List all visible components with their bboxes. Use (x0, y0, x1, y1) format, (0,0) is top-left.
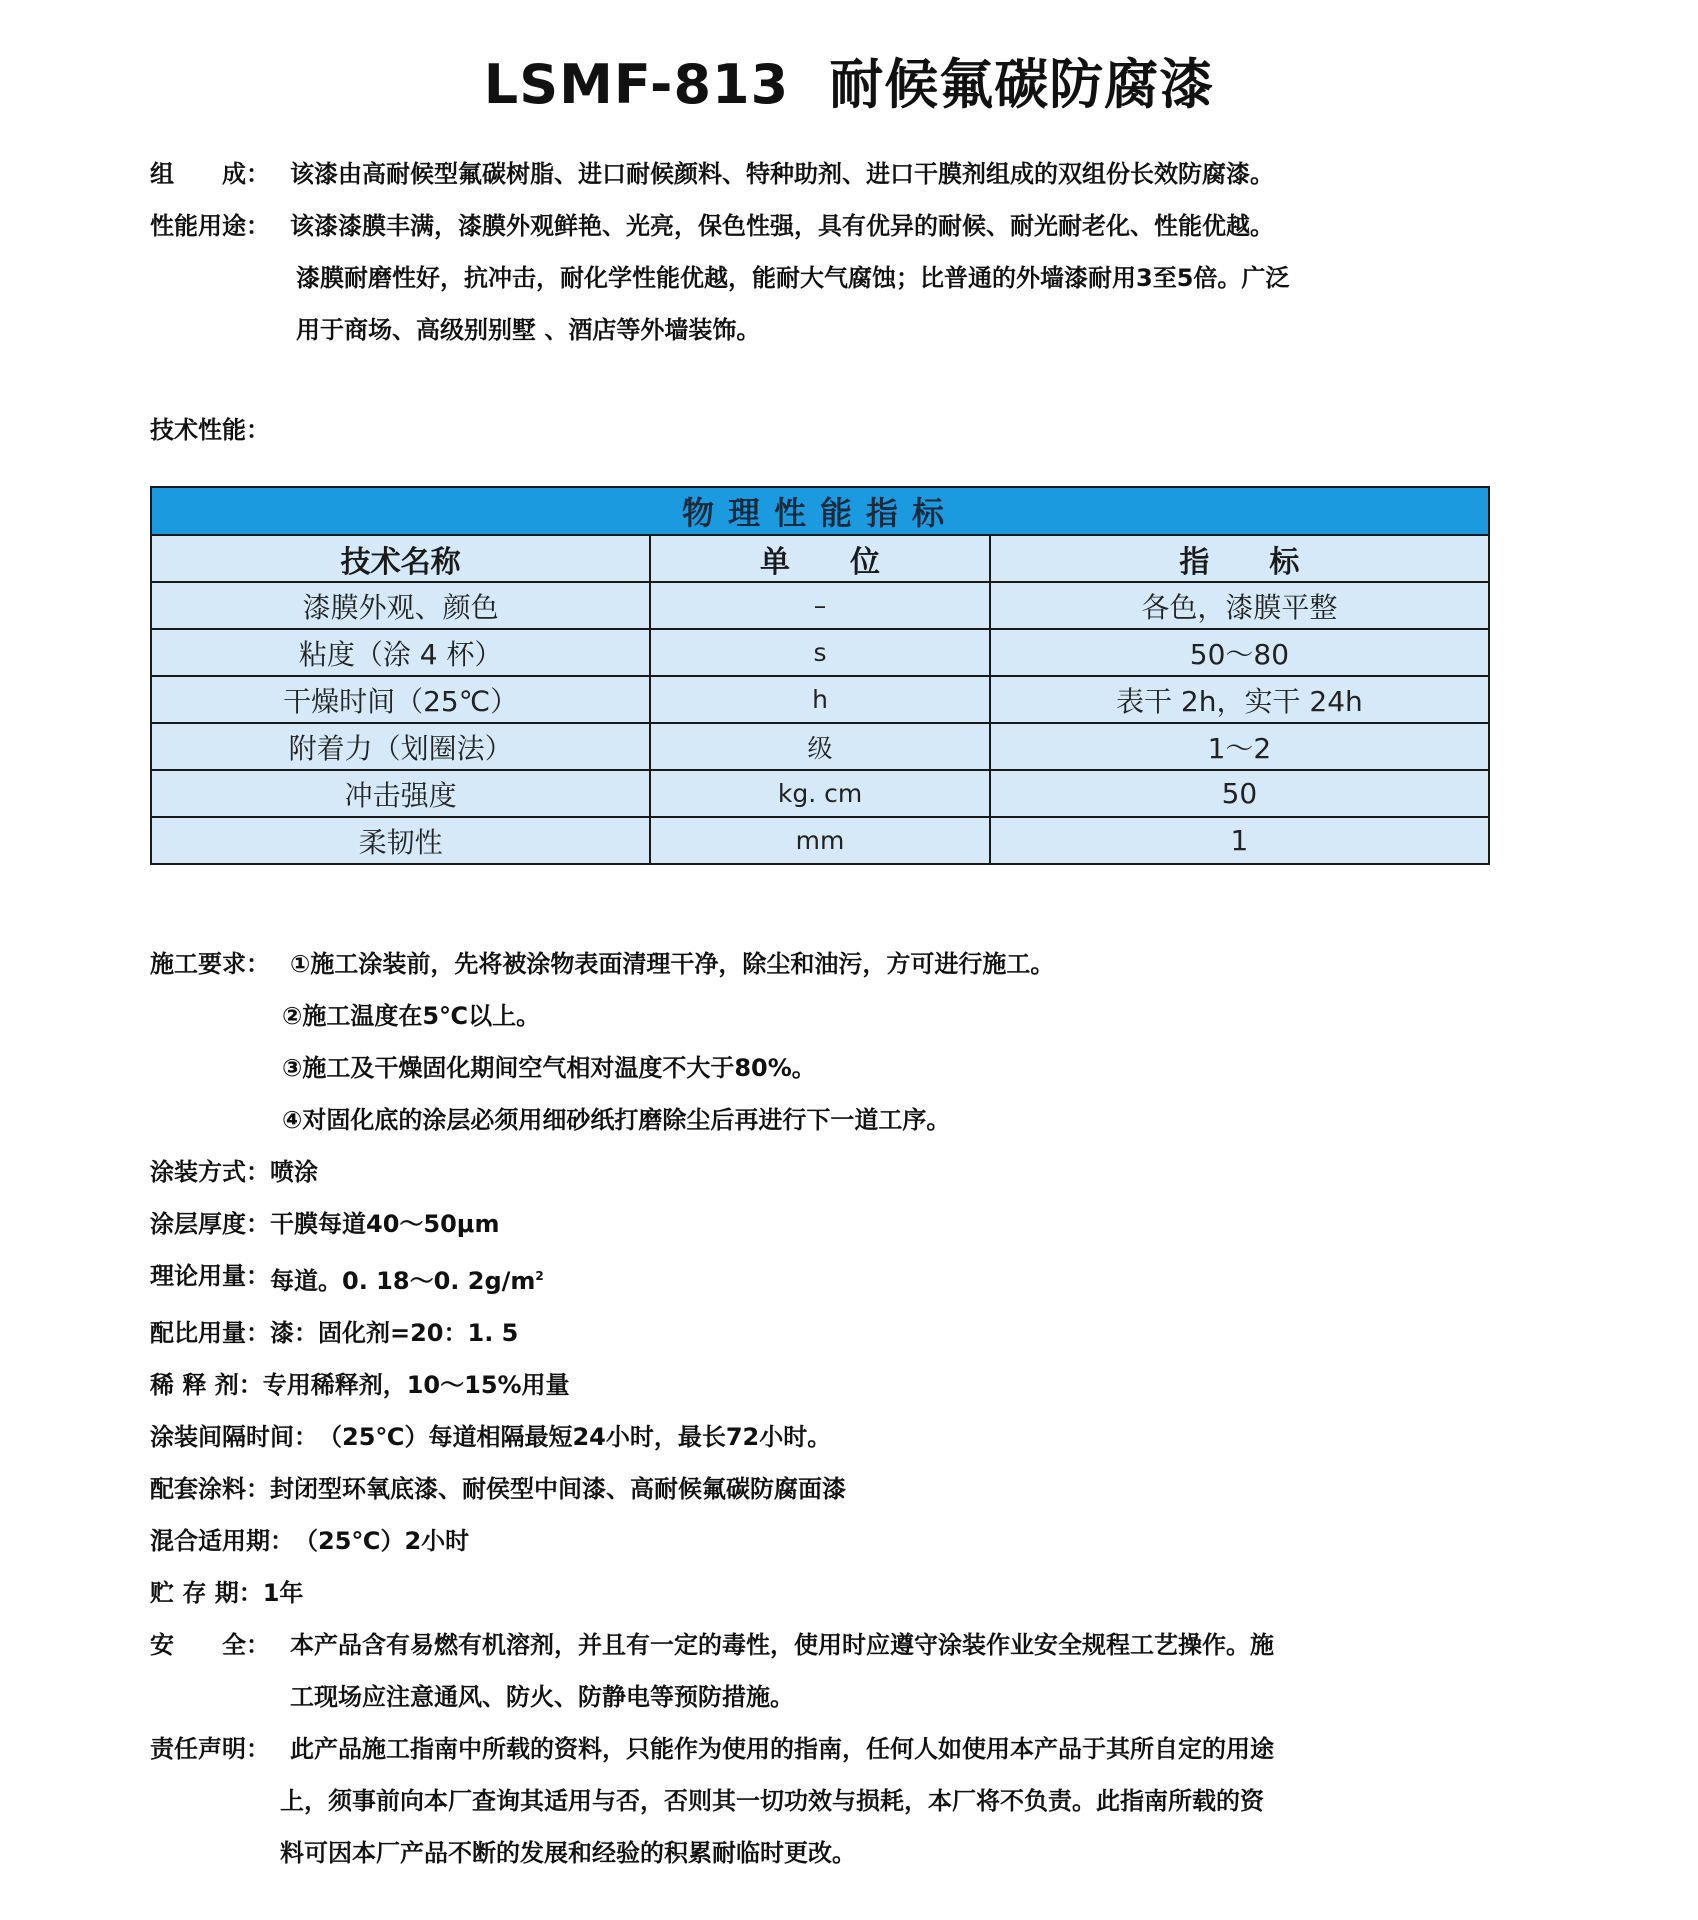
table-cell-name: 粘度（涂 4 杯） (151, 629, 650, 676)
supporting-label: 配套涂料： (150, 1475, 270, 1503)
construction-section (150, 938, 1510, 1146)
table-row (151, 817, 1489, 864)
table-cell-value: 50 (990, 770, 1489, 817)
table-cell-unit: 级 (650, 723, 990, 770)
usage-row (150, 1250, 1510, 1307)
thickness-text: 干膜每道40～50μm (270, 1210, 500, 1238)
table-cell-name: 冲击强度 (151, 770, 650, 817)
table-cell-name: 干燥时间（25℃） (151, 676, 650, 723)
diluent-row (150, 1359, 1510, 1411)
ratio-row (150, 1307, 1510, 1359)
table-cell-value: 50～80 (990, 629, 1489, 676)
construction-label: 施工要求： (150, 950, 270, 978)
construction-item: ③施工及干燥固化期间空气相对温度不大于80%。 (282, 1054, 816, 1082)
table-row (151, 629, 1489, 676)
safety-label: 安 全： (150, 1631, 270, 1659)
performance-label: 性能用途： (150, 212, 270, 240)
table-cell-name: 柔韧性 (151, 817, 650, 864)
diluent-label: 稀 释 剂： (150, 1371, 263, 1399)
table-cell-name: 附着力（划圈法） (151, 723, 650, 770)
thickness-label: 涂层厚度： (150, 1210, 270, 1238)
table-row (151, 582, 1489, 629)
safety-row (150, 1619, 1510, 1671)
page-title (0, 42, 1698, 119)
table-cell-unit: h (650, 676, 990, 723)
tech-performance-label: 技术性能： (150, 416, 270, 444)
tech-performance-heading (150, 404, 1510, 456)
diluent-text: 专用稀释剂，10～15%用量 (262, 1371, 570, 1399)
liability-line-3: 料可因本厂产品不断的发展和经验的积累耐临时更改。 (280, 1839, 856, 1867)
table-cell-value: 1 (990, 817, 1489, 864)
table-row (151, 770, 1489, 817)
table-caption: 物理性能指标 (151, 487, 1489, 535)
potlife-label: 混合适用期： (150, 1527, 294, 1555)
supporting-text: 封闭型环氧底漆、耐侯型中间漆、高耐候氟碳防腐面漆 (270, 1475, 846, 1503)
interval-label: 涂装间隔时间： (150, 1423, 318, 1451)
thickness-row (150, 1198, 1510, 1250)
ratio-text: 漆：固化剂=20：1. 5 (270, 1319, 519, 1347)
table-row (151, 676, 1489, 723)
method-label: 涂装方式： (150, 1158, 270, 1186)
construction-item: ④对固化底的涂层必须用细砂纸打磨除尘后再进行下一道工序。 (282, 1106, 951, 1134)
potlife-row (150, 1515, 1510, 1567)
performance-line-2: 漆膜耐磨性好，抗冲击，耐化学性能优越，能耐大气腐蚀；比普通的外墙漆耐用3至5倍。广泛 (296, 264, 1290, 292)
storage-label: 贮 存 期： (150, 1579, 263, 1607)
safety-line-1: 本产品含有易燃有机溶剂，并且有一定的毒性，使用时应遵守涂装作业安全规程工艺操作。施 (290, 1631, 1274, 1659)
supporting-row (150, 1463, 1510, 1515)
composition-text: 该漆由高耐候型氟碳树脂、进口耐候颜料、特种助剂、进口干膜剂组成的双组份长效防腐漆。 (290, 160, 1274, 188)
ratio-label: 配比用量： (150, 1319, 270, 1347)
composition-section (150, 148, 1510, 200)
table-header-value: 指 标 (990, 535, 1489, 582)
performance-line-1: 该漆漆膜丰满，漆膜外观鲜艳、光亮，保色性强，具有优异的耐候、耐光耐老化、性能优越。 (290, 212, 1274, 240)
performance-line-3: 用于商场、高级别别墅 、酒店等外墙装饰。 (296, 316, 761, 344)
table-cell-unit: s (650, 629, 990, 676)
application-specs (150, 1146, 1510, 1879)
usage-text: 每道。0. 18～0. 2g/m (270, 1267, 536, 1295)
performance-section (150, 200, 1510, 356)
table-row (151, 723, 1489, 770)
usage-label: 理论用量： (150, 1262, 270, 1290)
table-cell-unit: mm (650, 817, 990, 864)
interval-text: （25℃）每道相隔最短24小时，最长72小时。 (318, 1423, 832, 1451)
physical-properties-table (150, 486, 1490, 865)
liability-label: 责任声明： (150, 1735, 270, 1763)
liability-line-2: 上，须事前向本厂查询其适用与否，否则其一切功效与损耗，本厂将不负责。此指南所载的资 (280, 1787, 1264, 1815)
liability-row (150, 1723, 1510, 1775)
construction-item: ②施工温度在5℃以上。 (282, 1002, 541, 1030)
method-text: 喷涂 (270, 1158, 318, 1186)
table-cell-value: 表干 2h，实干 24h (990, 676, 1489, 723)
safety-line-2: 工现场应注意通风、防火、防静电等预防措施。 (290, 1683, 794, 1711)
potlife-text: （25℃）2小时 (294, 1527, 470, 1555)
product-code: LSMF-813 (483, 53, 790, 116)
method-row (150, 1146, 1510, 1198)
table-cell-value: 各色，漆膜平整 (990, 582, 1489, 629)
table-cell-unit: – (650, 582, 990, 629)
construction-item: ①施工涂装前，先将被涂物表面清理干净，除尘和油污，方可进行施工。 (290, 950, 1055, 978)
interval-row (150, 1411, 1510, 1463)
storage-row (150, 1567, 1510, 1619)
liability-line-1: 此产品施工指南中所载的资料，只能作为使用的指南，任何人如使用本产品于其所自定的用途 (290, 1735, 1274, 1763)
usage-superscript: 2 (535, 1269, 544, 1283)
table-header-unit: 单 位 (650, 535, 990, 582)
table-header-name: 技术名称 (151, 535, 650, 582)
table-cell-name: 漆膜外观、颜色 (151, 582, 650, 629)
table-cell-value: 1～2 (990, 723, 1489, 770)
table-header-row (151, 535, 1489, 582)
composition-label: 组 成： (150, 160, 270, 188)
storage-text: 1年 (262, 1579, 304, 1607)
product-name: 耐候氟碳防腐漆 (829, 53, 1215, 116)
table-cell-unit: kg. cm (650, 770, 990, 817)
